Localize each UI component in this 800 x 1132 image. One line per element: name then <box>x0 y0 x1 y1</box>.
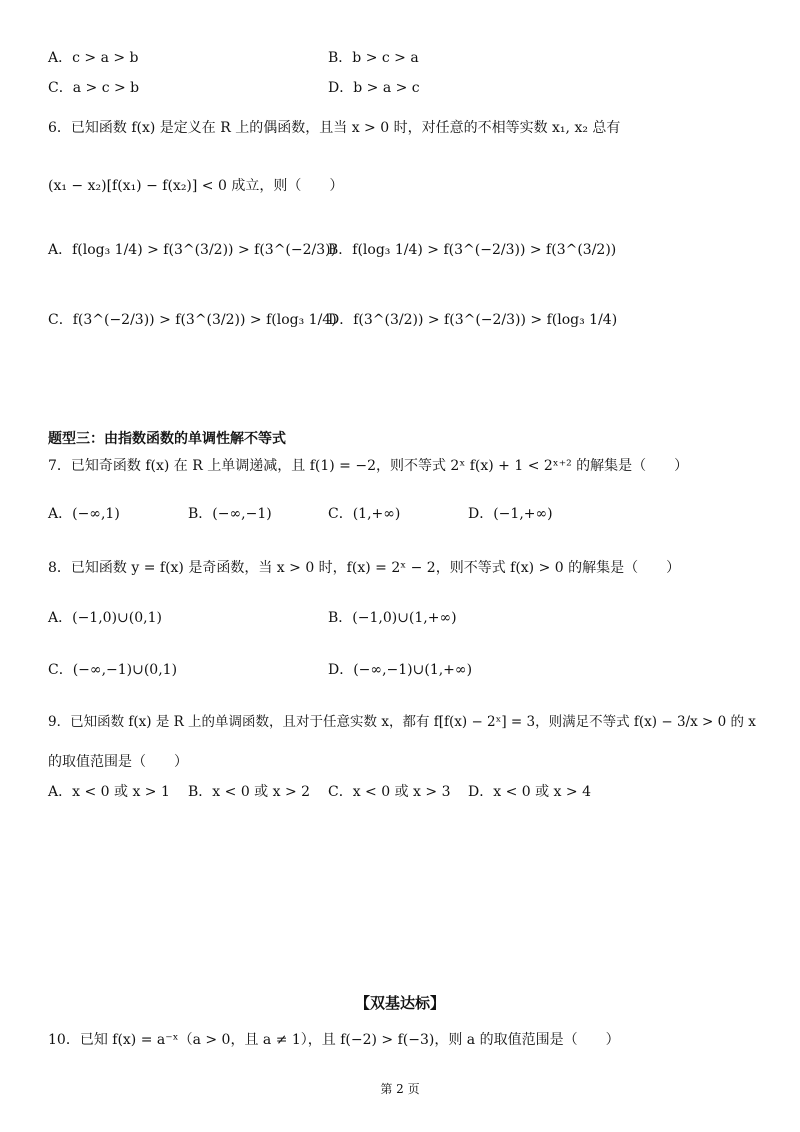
q5-option-a: A．c > a > b <box>48 50 139 66</box>
q6-option-a: A．f(log₃ 1/4) > f(3^(3/2)) > f(3^(−2/3)) <box>48 242 337 258</box>
page-number: 第 2 页 <box>380 1082 420 1096</box>
section-title-basics: 【双基达标】 <box>354 994 445 1012</box>
q8-option-c: C．(−∞,−1)∪(0,1) <box>48 662 178 678</box>
q7-stem: 7．已知奇函数 f(x) 在 R 上单调递减，且 f(1) = −2，则不等式 2ˣ f(x) + 1 < 2ˣ⁺² 的解集是（ ） <box>48 458 689 474</box>
q9-stem-line1: 9．已知函数 f(x) 是 R 上的单调函数，且对于任意实数 x，都有 f[f(x) − 2ˣ] = 3，则满足不等式 f(x) − 3/x > 0 的 x <box>48 714 756 730</box>
q9-option-d: D．x < 0 或 x > 4 <box>468 784 591 800</box>
q6-option-c: C．f(3^(−2/3)) > f(3^(3/2)) > f(log₃ 1/4) <box>48 312 337 328</box>
q8-option-d: D．(−∞,−1)∪(1,+∞) <box>328 662 473 678</box>
q6-option-b: B．f(log₃ 1/4) > f(3^(−2/3)) > f(3^(3/2)) <box>328 242 617 258</box>
q6-option-d: D．f(3^(3/2)) > f(3^(−2/3)) > f(log₃ 1/4) <box>328 312 618 328</box>
q9-stem-line2: 的取值范围是（ ） <box>48 754 188 770</box>
q7-option-d: D．(−1,+∞) <box>468 506 553 522</box>
q5-option-c: C．a > c > b <box>48 80 140 96</box>
q9-option-b: B．x < 0 或 x > 2 <box>188 784 311 800</box>
q9-option-c: C．x < 0 或 x > 3 <box>328 784 451 800</box>
q8-option-b: B．(−1,0)∪(1,+∞) <box>328 610 457 626</box>
q7-option-b: B．(−∞,−1) <box>188 506 272 522</box>
section-heading-type3: 题型三：由指数函数的单调性解不等式 <box>48 431 286 447</box>
q5-option-d: D．b > a > c <box>328 80 420 96</box>
q7-option-a: A．(−∞,1) <box>48 506 120 522</box>
q5-option-b: B．b > c > a <box>328 50 419 66</box>
q6-stem-line1: 6．已知函数 f(x) 是定义在 R 上的偶函数，且当 x > 0 时，对任意的不相等实数 x₁, x₂ 总有 <box>48 120 621 136</box>
q10-stem: 10．已知 f(x) = a⁻ˣ（a > 0，且 a ≠ 1），且 f(−2) > f(−3)，则 a 的取值范围是（ ） <box>48 1032 620 1048</box>
q8-option-a: A．(−1,0)∪(0,1) <box>48 610 162 626</box>
q9-option-a: A．x < 0 或 x > 1 <box>48 784 170 800</box>
q8-stem: 8．已知函数 y = f(x) 是奇函数，当 x > 0 时，f(x) = 2ˣ − 2，则不等式 f(x) > 0 的解集是（ ） <box>48 560 681 576</box>
q7-option-c: C．(1,+∞) <box>328 506 401 522</box>
q6-stem-line2: (x₁ − x₂)[f(x₁) − f(x₂)] < 0 成立，则（ ） <box>48 178 344 194</box>
